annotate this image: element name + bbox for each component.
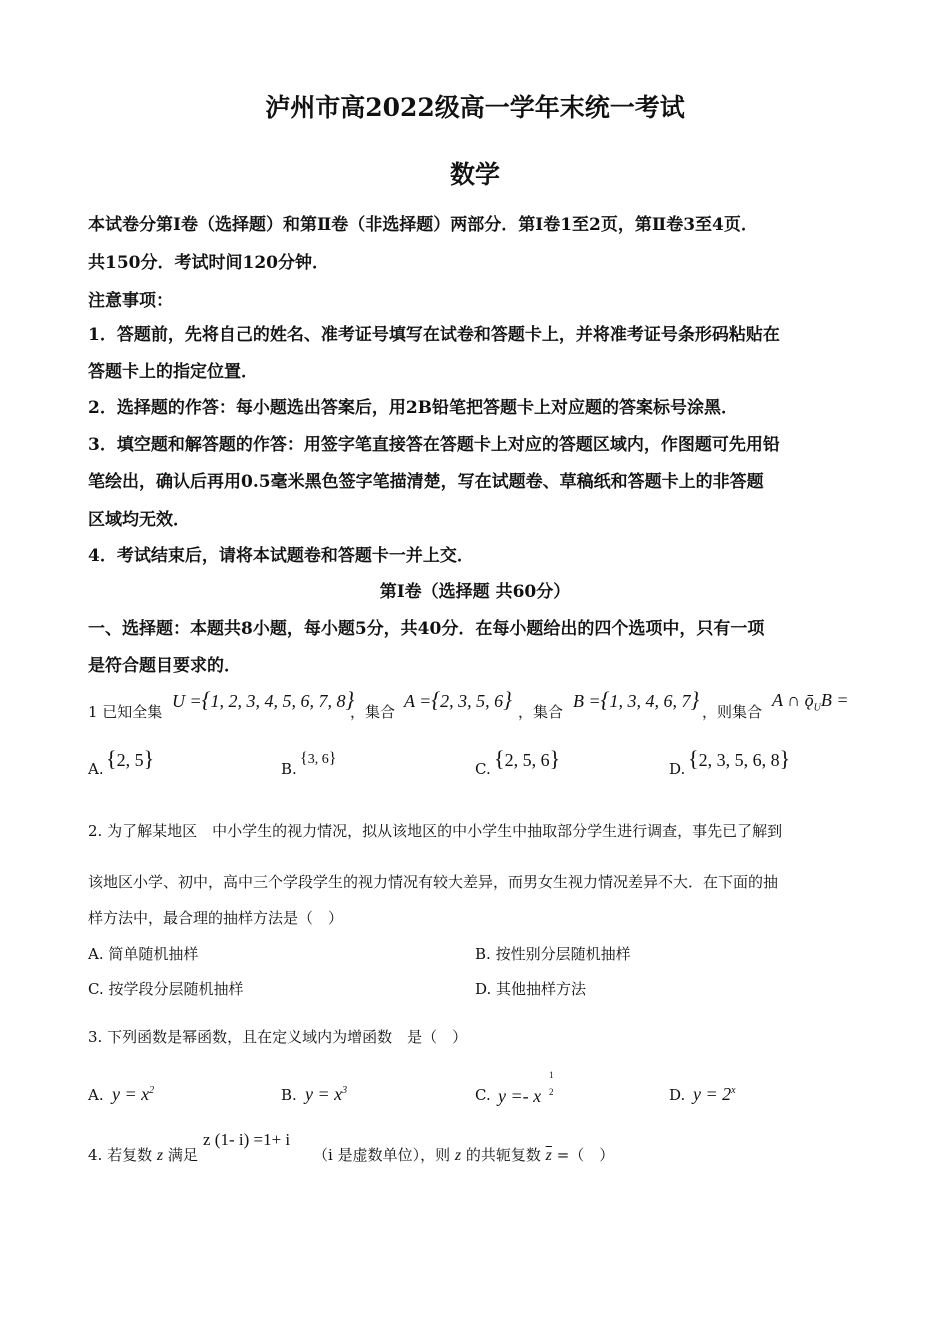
q1-prefix: 1 已知全集 [88, 703, 163, 721]
q3-option-d-formula: y = 2$^x$ [693, 1084, 736, 1104]
intro-line-2: 共150分．考试时间120分钟． [88, 253, 329, 273]
notice-item-1-line-2: 答题卡上的指定位置． [88, 362, 258, 382]
q1-option-d-value: {2, 3, 5, 6, 8} [688, 746, 791, 771]
subject-title: 数学 [449, 160, 500, 189]
q4-equation: z (1- i) =1+ i [203, 1130, 291, 1149]
q4-stem-rest: （i 是虚数单位），则 z 的共轭复数 $\overline{z}$ =（ ） [313, 1146, 615, 1164]
section-description-line-2: 是符合题目要求的． [88, 656, 241, 676]
q2-line-2: 该地区小学、初中，高中三个学段学生的视力情况有较大差异，而男女生视力情况差异不大．在下面的抽 [88, 873, 779, 891]
q3-option-c-exponent: 1 2 [549, 1070, 554, 1097]
part1-heading: 第Ⅰ卷（选择题 共60分） [379, 582, 571, 602]
q1-set-b: B ={1, 3, 4, 6, 7} [573, 687, 700, 712]
q4-stem: 4. 若复数 z 满足 [88, 1146, 198, 1164]
q1-set-a: A ={2, 3, 5, 6} [404, 687, 512, 712]
q1-option-b-value: {3, 6} [300, 750, 337, 767]
q2-option-c: C. 按学段分层随机抽样 [88, 980, 244, 998]
q3-stem: 3. 下列函数是幂函数，且在定义域内为增函数 是（ ） [88, 1028, 468, 1046]
notice-item-2: 2．选择题的作答：每小题选出答案后，用2B铅笔把答题卡上对应题的答案标号涂黑． [88, 398, 739, 418]
intro-line-1: 本试卷分第Ⅰ卷（选择题）和第Ⅱ卷（非选择题）两部分．第Ⅰ卷1至2页，第Ⅱ卷3至4页． [88, 215, 758, 235]
q3-option-b-label: B. [281, 1086, 297, 1104]
q1-universal-set: U ={1, 2, 3, 4, 5, 6, 7, 8} [172, 687, 355, 712]
notice-item-3-line-1: 3．填空题和解答题的作答：用签字笔直接答在答题卡上对应的答题区域内，作图题可先用铅 [88, 435, 780, 455]
q1-text-set-b: ，集合 [518, 703, 564, 721]
notice-item-1-line-1: 1．答题前，先将自己的姓名、准考证号填写在试卷和答题卡上，并将准考证号条形码粘贴在 [88, 325, 780, 345]
q2-option-d: D. 其他抽样方法 [475, 980, 587, 998]
q1-option-c-value: {2, 5, 6} [494, 746, 561, 771]
section-description-line-1: 一、选择题：本题共8小题，每小题5分，共40分．在每小题给出的四个选项中，只有一项 [88, 619, 765, 639]
notice-item-4: 4．考试结束后，请将本试题卷和答题卡一并上交． [88, 546, 474, 566]
q1-expression: A ∩ $ǭ_UB$ = [772, 690, 849, 714]
notice-item-3-line-2: 笔绘出，确认后再用0.5毫米黑色签字笔描清楚，写在试题卷、草稿纸和答题卡上的非答题 [88, 472, 764, 492]
exam-title: 泸州市高2022级高一学年末统一考试 [265, 93, 685, 122]
q3-option-c-label: C. [475, 1086, 491, 1104]
q3-option-a-label: A. [88, 1086, 104, 1104]
q1-option-d-label: D. [669, 760, 686, 778]
q2-option-a: A. 简单随机抽样 [88, 945, 199, 963]
q3-option-c-formula: y =- x [498, 1086, 542, 1106]
q3-option-b-formula: $y = x^3$ [305, 1084, 348, 1104]
q1-text-then: ，则集合 [702, 703, 763, 721]
q1-text-set-a: ，集合 [350, 703, 396, 721]
notice-item-3-line-3: 区域均无效． [88, 510, 190, 530]
q1-option-a-label: A. [88, 760, 104, 778]
q2-line-1: 2. 为了解某地区 中小学生的视力情况，拟从该地区的中小学生中抽取部分学生进行调查，事先已了解到 [88, 822, 783, 840]
q2-line-3: 样方法中，最合理的抽样方法是（ ） [88, 909, 344, 927]
q3-option-a-formula: $y = x^2$ [112, 1084, 155, 1104]
q2-option-b: B. 按性别分层随机抽样 [475, 945, 631, 963]
q1-option-b-label: B. [281, 760, 297, 778]
notice-heading: 注意事项： [88, 291, 173, 311]
q1-option-a-value: {2, 5} [106, 746, 155, 771]
q3-option-d-label: D. [669, 1086, 686, 1104]
q1-option-c-label: C. [475, 760, 491, 778]
